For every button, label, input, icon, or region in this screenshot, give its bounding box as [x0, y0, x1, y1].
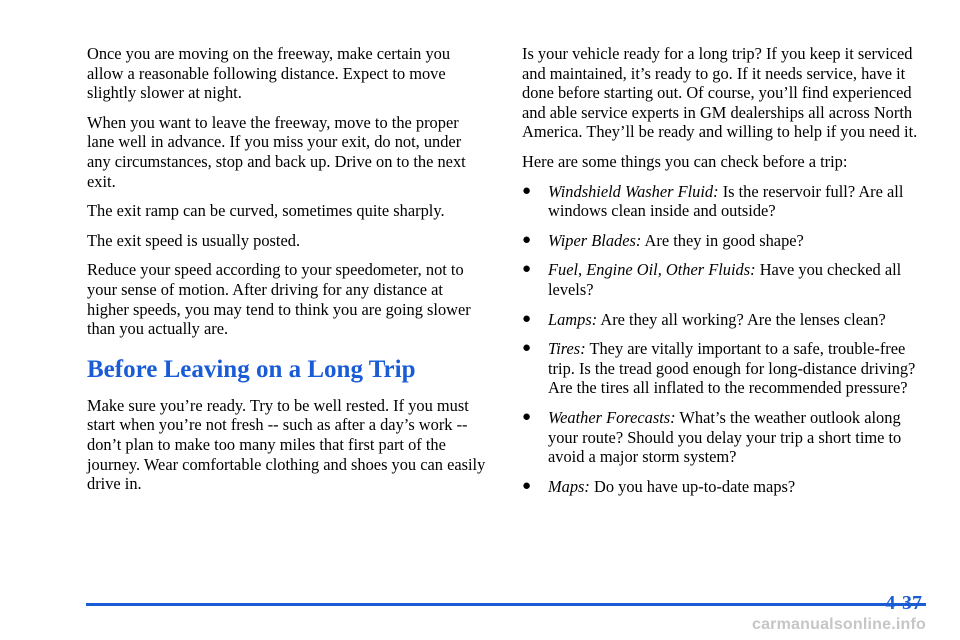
item-text: Do you have up-to-date maps?: [589, 476, 796, 496]
list-item: [522, 310, 930, 330]
list-item: [522, 477, 930, 497]
paragraph: The exit ramp can be curved, sometimes quite sharply.: [87, 201, 445, 221]
paragraph: Is your vehicle ready for a long trip? If you keep it serviced and maintained, it’s ready to go. If it needs service, have it done before starting out. Of course, you’ll find experienced and able service experts in GM dealerships all across North America. They’ll be ready and willing to help if you need it.: [522, 44, 918, 142]
bullet-icon: ●: [522, 261, 532, 278]
item-text: Is the reservoir full? Are all windows clean inside and outside?: [548, 181, 904, 221]
item-text: Are they in good shape?: [641, 230, 804, 250]
checklist-intro: Here are some things you can check before a trip:: [522, 151, 848, 171]
watermark: carmanualsonline.info: [751, 616, 926, 633]
footer-rule: [86, 603, 926, 606]
right-column: [522, 44, 930, 506]
bullet-icon: ●: [522, 182, 532, 199]
bullet-icon: ●: [522, 310, 532, 327]
bullet-icon: ●: [522, 477, 532, 494]
list-item: [522, 182, 930, 221]
list-item: [522, 408, 930, 467]
bullet-icon: ●: [522, 340, 532, 357]
item-text: Have you checked all levels?: [548, 260, 902, 299]
item-term: Weather Forecasts:: [548, 407, 676, 427]
paragraph: The exit speed is usually posted.: [87, 230, 301, 250]
item-text: What’s the weather outlook along your route? Should you delay your trip a short time to avoid a major storm system?: [548, 407, 902, 467]
item-term: Lamps:: [548, 309, 598, 329]
bullet-icon: ●: [522, 408, 532, 425]
item-text: Are they all working? Are the lenses clean?: [597, 309, 886, 329]
list-item: [522, 339, 930, 398]
left-column: [87, 44, 487, 504]
section-heading: Before Leaving on a Long Trip: [87, 355, 416, 383]
item-term: Windshield Washer Fluid:: [548, 181, 719, 201]
checklist: [522, 182, 930, 497]
page-number: 4-37: [885, 592, 922, 614]
list-item: [522, 260, 930, 299]
bullet-icon: ●: [522, 231, 532, 248]
list-item: [522, 231, 930, 251]
paragraph: Reduce your speed according to your speedometer, not to your sense of motion. After driving for any distance at higher speeds, you may tend to think you are going slower than you actually are.: [87, 260, 471, 339]
item-text: They are vitally important to a safe, trouble-free trip. Is the tread good enough for long-distance driving? Are the tires all inflated to the recommended pressure?: [548, 339, 916, 398]
item-term: Tires:: [548, 339, 586, 359]
paragraph: Once you are moving on the freeway, make certain you allow a reasonable following distance. Expect to move slightly slower at night.: [87, 44, 451, 103]
item-term: Fuel, Engine Oil, Other Fluids:: [548, 260, 756, 280]
item-term: Maps:: [548, 476, 590, 496]
item-term: Wiper Blades:: [548, 230, 642, 250]
paragraph: When you want to leave the freeway, move to the proper lane well in advance. If you miss your exit, do not, under any circumstances, stop and back up. Drive on to the next exit.: [87, 112, 466, 191]
paragraph: Make sure you’re ready. Try to be well rested. If you must start when you’re not fresh -- such as after a day’s work -- don’t plan to make too many miles that first part of the journey. Wear comfortable clothing and shoes you can easily drive in.: [87, 395, 486, 494]
